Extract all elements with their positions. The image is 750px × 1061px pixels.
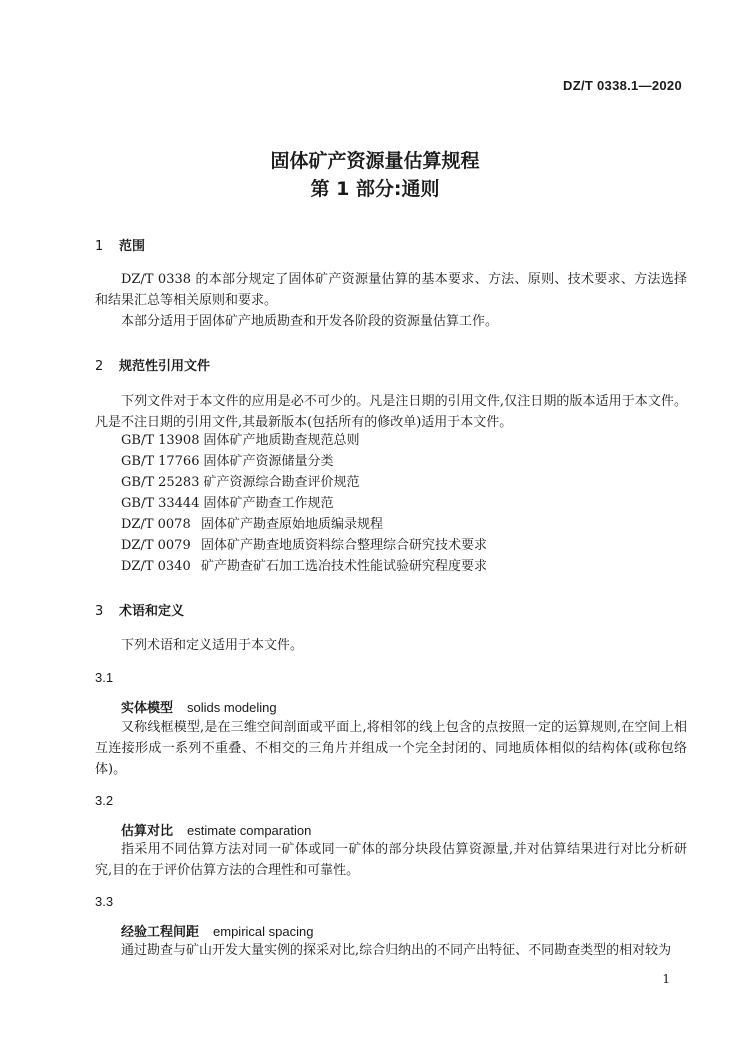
reference-title: 矿产资源综合勘查评价规范 (203, 475, 360, 490)
term-chinese: 经验工程间距 (121, 925, 200, 940)
reference-item (121, 473, 360, 493)
reference-item (121, 515, 383, 535)
term-english: solids modeling (187, 700, 277, 715)
reference-title: 固体矿产勘查地质资料综合整理综合研究技术要求 (201, 538, 488, 553)
reference-item (121, 494, 334, 514)
reference-code: GB/T 17766 (121, 454, 200, 469)
document-subtitle: 第 1 部分:通则 (310, 178, 440, 200)
term-english: estimate comparation (187, 823, 312, 838)
term-chinese: 估算对比 (121, 824, 174, 839)
section-number: 2 (95, 359, 104, 374)
section-title: 规范性引用文件 (119, 359, 211, 374)
section-number: 1 (95, 239, 104, 254)
section-1-heading (95, 235, 145, 254)
reference-title: 固体矿产资源储量分类 (203, 454, 334, 469)
reference-title: 矿产勘查矿石加工选冶技术性能试验研究程度要求 (201, 559, 488, 574)
reference-code: DZ/T 0078 (121, 517, 191, 532)
page-number: 1 (662, 972, 670, 986)
reference-item (121, 452, 334, 472)
reference-item (121, 557, 487, 577)
reference-item (121, 431, 360, 451)
reference-title: 固体矿产勘查工作规范 (203, 496, 334, 511)
term-definition: 又称线框模型,是在三维空间剖面或平面上,将相邻的线上包含的点按照一定的运算规则,在空间上相互连接形成一系列不重叠、不相交的三角片并组成一个完全封闭的、同地质体相似的结构体(或称包络体)。 (95, 720, 687, 777)
reference-code: GB/T 13908 (121, 433, 200, 448)
term-number: 3.3 (95, 894, 114, 909)
reference-title: 固体矿产勘查原始地质编录规程 (201, 517, 384, 532)
section-title: 范围 (119, 239, 146, 254)
standard-number: DZ/T 0338.1—2020 (563, 78, 682, 93)
reference-title: 固体矿产地质勘查规范总则 (203, 433, 360, 448)
section-3-paragraph: 下列术语和定义适用于本文件。 (121, 638, 304, 653)
section-3-heading (95, 600, 184, 619)
reference-item (121, 536, 487, 556)
term-english: empirical spacing (213, 924, 314, 939)
term-number: 3.1 (95, 670, 114, 685)
reference-code: GB/T 25283 (121, 475, 200, 490)
term-definition: 指采用不同估算方法对同一矿体或同一矿体的部分块段估算资源量,并对估算结果进行对比分析研究,目的在于评价估算方法的合理性和可靠性。 (95, 842, 687, 878)
section-1-paragraph-2: 本部分适用于固体矿产地质勘查和开发各阶段的资源量估算工作。 (121, 314, 499, 329)
section-1-paragraph-1: DZ/T 0338 的本部分规定了固体矿产资源量估算的基本要求、方法、原则、技术要求、方法选择和结果汇总等相关原则和要求。 (95, 272, 687, 308)
reference-code: DZ/T 0340 (121, 559, 191, 574)
term-definition: 通过勘查与矿山开发大量实例的探采对比,综合归纳出的不同产出特征、不同勘查类型的相对较为 (121, 943, 672, 958)
term-title (121, 921, 313, 940)
section-2-heading (95, 355, 210, 374)
term-title (121, 820, 311, 839)
reference-code: GB/T 33444 (121, 496, 200, 511)
section-2-paragraph: 下列文件对于本文件的应用是必不可少的。凡是注日期的引用文件,仅注日期的版本适用于本文件。凡是不注日期的引用文件,其最新版本(包括所有的修改单)适用于本文件。 (95, 394, 687, 430)
reference-code: DZ/T 0079 (121, 538, 191, 553)
term-chinese: 实体模型 (121, 701, 174, 716)
term-number: 3.2 (95, 793, 114, 808)
section-title: 术语和定义 (119, 604, 185, 619)
term-title (121, 697, 277, 716)
document-title: 固体矿产资源量估算规程 (270, 150, 480, 172)
section-number: 3 (95, 604, 104, 619)
